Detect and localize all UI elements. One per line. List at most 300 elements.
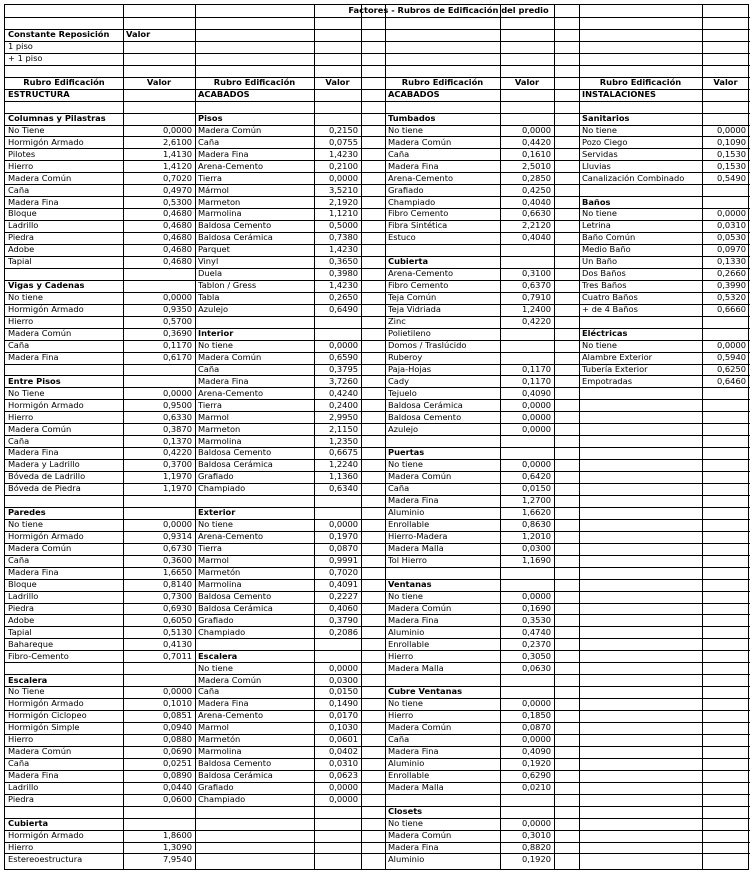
rubro-name: Duela	[198, 268, 223, 279]
rubro-name: Teja Vidriada	[388, 304, 442, 315]
rubro-value: 1,4130	[162, 148, 192, 159]
rubro-name: Grafiado	[198, 471, 234, 482]
rubro-value: 2,5010	[521, 160, 551, 171]
rubro-name: No tiene	[582, 124, 617, 135]
rubro-value: 0,0890	[162, 770, 192, 781]
rubro-value: 0,0690	[162, 746, 192, 757]
rubro-value: 0,6050	[162, 614, 192, 625]
rubro-value: 0,2400	[328, 399, 358, 410]
rubro-value: 0,4220	[162, 447, 192, 458]
rubro-value: 0,0000	[328, 794, 358, 804]
rubro-name: Azulejo	[198, 304, 229, 315]
rubro-name: Baldosa Cemento	[388, 411, 462, 422]
rubro-name: Piedra	[8, 794, 34, 804]
group-title: Escalera	[8, 674, 48, 685]
rubro-name: Hormigón Armado	[8, 829, 84, 840]
rubro-value: 0,5940	[716, 351, 746, 362]
group-title: Puertas	[388, 447, 425, 458]
rubro-name: Madera Fina	[198, 375, 249, 386]
rubro-value: 0,3980	[328, 268, 358, 279]
rubro-value: 0,3010	[521, 829, 551, 840]
rubro-value: 0,6290	[521, 770, 551, 781]
rubro-value: 0,0000	[521, 590, 551, 601]
rubro-value: 2,1150	[328, 423, 358, 434]
rubro-name: Tierra	[198, 543, 222, 554]
rubro-value: 0,8820	[521, 841, 551, 852]
rubro-value: 0,1330	[716, 256, 746, 267]
rubro-value: 0,9500	[162, 399, 192, 410]
rubro-value: 0,0630	[521, 662, 551, 673]
rubro-name: Caña	[198, 363, 220, 374]
rubro-value	[503, 328, 551, 340]
rubro-value: 0,6170	[162, 351, 192, 362]
rubro-name: Madera Común	[8, 746, 72, 757]
rubro-name: Cuatro Baños	[582, 292, 638, 303]
rubro-value: 0,0300	[328, 674, 358, 685]
rubro-name: No tiene	[8, 292, 43, 303]
rubro-value: 1,2350	[328, 435, 358, 446]
rubro-value: 0,5700	[162, 316, 192, 326]
rubro-name: Madera Malla	[388, 782, 444, 793]
rubro-value: 0,4680	[162, 256, 192, 267]
rubro-name: Caña	[388, 734, 410, 745]
rubro-value: 0,0970	[716, 244, 746, 255]
rubro-value: 0,3530	[521, 614, 551, 625]
factors-sheet	[4, 4, 749, 870]
rubro-name: Madera Malla	[388, 662, 444, 673]
rubro-name: No tiene	[388, 698, 423, 709]
rubro-name: Hormigón Armado	[8, 399, 84, 410]
rubro-value: 0,2227	[328, 590, 358, 601]
rubro-name: Bóveda de Ladrillo	[8, 471, 86, 482]
rubro-value: 0,0210	[521, 782, 551, 793]
rubro-value: 0,0000	[521, 817, 551, 828]
rubro-name: Grafiado	[198, 782, 234, 793]
column-divider	[500, 5, 501, 869]
rubro-name: Caña	[388, 483, 410, 494]
rubro-value: 0,5490	[716, 172, 746, 183]
rubro-value: 0,0600	[162, 794, 192, 804]
rubro-value: 1,4230	[328, 148, 358, 159]
column-divider	[123, 5, 124, 869]
rubro-name: Arena-Cemento	[388, 268, 454, 279]
rubro-name: No Tiene	[8, 387, 45, 398]
rubro-value: 0,1170	[521, 363, 551, 374]
rubro-name: Madera Común	[8, 327, 72, 338]
rubro-name: Marmol	[198, 722, 229, 733]
rubro-value: 2,6100	[162, 136, 192, 147]
rubro-value: 0,1610	[521, 148, 551, 159]
rubro-name: Caña	[8, 435, 30, 446]
group-title: Baños	[582, 196, 611, 207]
rubro-value: 1,1690	[521, 555, 551, 565]
rubro-value	[503, 352, 551, 364]
rubro-value: 0,2086	[328, 626, 358, 637]
rubro-name: Madera Común	[198, 124, 262, 135]
rubro-name: Madera Fina	[8, 196, 59, 207]
rubro-name: Hierro	[8, 411, 34, 422]
rubro-name: Grafiado	[388, 184, 424, 195]
rubro-value: 0,4680	[162, 220, 192, 231]
rubro-name: Hormigón Armado	[8, 698, 84, 709]
rubro-value: 0,3790	[328, 614, 358, 625]
rubro-name: Madera Fina	[8, 770, 59, 781]
rubro-name: No tiene	[388, 124, 423, 135]
group-title: Columnas y Pilastras	[8, 112, 106, 123]
rubro-name: Caña	[198, 136, 220, 147]
rubro-value: 0,0310	[328, 758, 358, 769]
rubro-name: Arena-Cemento	[198, 531, 264, 542]
rubro-value: 0,3795	[328, 363, 358, 374]
rubro-name: Baldosa Cerámica	[198, 232, 273, 243]
rubro-name: Marmol	[198, 555, 229, 565]
rubro-value: 0,3650	[328, 256, 358, 267]
rubro-value: 0,0000	[328, 339, 358, 350]
rubro-name: Bloque	[8, 208, 37, 219]
rubro-value: 0,0000	[716, 124, 746, 135]
rubro-value: 1,6620	[521, 507, 551, 518]
rubro-name: Champiado	[198, 483, 246, 494]
rubro-name: Aluminio	[388, 853, 425, 864]
rubro-name: Pozo Ciego	[582, 136, 628, 147]
column-divider	[385, 5, 386, 869]
rubro-name: Caña	[198, 686, 220, 697]
rubro-value: 0,1530	[716, 160, 746, 171]
rubro-value: 0,4090	[521, 387, 551, 398]
rubro-value: 0,6730	[162, 543, 192, 554]
rubro-name: Ladrillo	[8, 590, 39, 601]
rubro-name: Hierro	[8, 734, 34, 745]
rubro-value: 0,4130	[162, 638, 192, 649]
rubro-value: 0,4680	[162, 232, 192, 243]
rubro-name: Madera Común	[8, 423, 72, 434]
rubro-name: No tiene	[582, 339, 617, 350]
rubro-value: 7,9540	[162, 853, 192, 864]
group-title: Sanitarios	[582, 112, 630, 123]
rubro-value: 0,1010	[162, 698, 192, 709]
rubro-name: Madera Malla	[388, 543, 444, 554]
rubro-name: Madera Común	[8, 172, 72, 183]
rubro-value: 0,2850	[521, 172, 551, 183]
rubro-value: 0,0000	[521, 124, 551, 135]
rubro-value: 0,6420	[521, 471, 551, 482]
rubro-value: 0,4420	[521, 136, 551, 147]
rubro-value: 0,2100	[328, 160, 358, 171]
rubro-name: Piedra	[8, 232, 34, 243]
rubro-value: 3,5210	[328, 184, 358, 195]
rubro-name: No tiene	[582, 208, 617, 219]
rubro-value: 0,5320	[716, 292, 746, 303]
rubro-value: 0,0623	[328, 770, 358, 781]
rubro-value: 0,0000	[328, 662, 358, 673]
rubro-name: Hormigón Armado	[8, 531, 84, 542]
rubro-value: 0,1370	[162, 435, 192, 446]
rubro-value: 0,1490	[328, 698, 358, 709]
rubro-name: Madera Fina	[388, 495, 439, 506]
rubro-value: 0,2650	[328, 292, 358, 303]
rubro-value: 0,0601	[328, 734, 358, 745]
constante-row: + 1 piso	[8, 53, 43, 64]
rubro-value: 1,1360	[328, 471, 358, 482]
rubro-value: 0,4740	[521, 626, 551, 637]
rubro-name: Baldosa Cemento	[198, 220, 272, 231]
group-title: Cubre Ventanas	[388, 686, 463, 697]
rubro-name: Aluminio	[388, 758, 425, 769]
rubro-name: Tierra	[198, 399, 222, 410]
rubro-name: Hormigón Ciclopeo	[8, 710, 87, 721]
rubro-value: 0,6340	[328, 483, 358, 494]
rubro-name: + de 4 Baños	[582, 304, 638, 315]
rubro-value: 0,8630	[521, 519, 551, 530]
rubro-value: 0,0000	[521, 399, 551, 410]
rubro-value: 0,0000	[162, 519, 192, 530]
rubro-value: 0,3990	[716, 280, 746, 291]
rubro-name: Madera Fina	[388, 614, 439, 625]
rubro-name: Hormigón Simple	[8, 722, 80, 733]
rubro-value: 0,0870	[328, 543, 358, 554]
rubro-name: Azulejo	[388, 423, 419, 434]
rubro-name: Piedra	[8, 602, 34, 613]
rubro-name: Estuco	[388, 232, 416, 243]
rubro-name: Dos Baños	[582, 268, 626, 279]
rubro-name: Vinyl	[198, 256, 219, 267]
rubro-name: Madera Común	[198, 674, 262, 685]
section-title: ACABADOS	[198, 88, 250, 99]
rubro-name: Madera y Ladrillo	[8, 459, 80, 470]
rubro-value: 0,0880	[162, 734, 192, 745]
rubro-name: Madera Común	[388, 722, 452, 733]
rubro-value: 0,0310	[716, 220, 746, 231]
rubro-value: 0,6250	[716, 363, 746, 374]
rubro-name: Champiado	[388, 196, 436, 207]
rubro-value: 0,9991	[328, 555, 358, 565]
constante-header: Constante Reposición	[8, 29, 110, 40]
rubro-name: Arena-Cemento	[388, 172, 454, 183]
rubro-value: 0,0851	[162, 710, 192, 721]
rubro-value: 0,4220	[521, 316, 551, 326]
rubro-value: 0,0000	[716, 208, 746, 219]
column-divider	[554, 5, 555, 869]
rubro-name: Marmetón	[198, 734, 241, 745]
rubro-name: Baldosa Cerámica	[198, 459, 273, 470]
rubro-name: Marmeton	[198, 196, 241, 207]
rubro-name: Fibro Cemento	[388, 280, 449, 291]
rubro-name: Ruberoy	[388, 351, 423, 362]
rubro-name: Polietileno	[388, 327, 431, 338]
rubro-name: Adobe	[8, 244, 35, 255]
rubro-name: Alambre Exterior	[582, 351, 653, 362]
rubro-value: 0,0000	[521, 459, 551, 470]
rubro-name: Ladrillo	[8, 220, 39, 231]
rubro-value: 0,0940	[162, 722, 192, 733]
rubro-value: 0,0000	[162, 387, 192, 398]
rubro-name: Arena-Cemento	[198, 160, 264, 171]
rubro-name: Fibra Sintética	[388, 220, 448, 231]
rubro-name: Mármol	[198, 184, 229, 195]
rubro-name: Hierro	[388, 650, 414, 661]
rubro-value: 0,4680	[162, 208, 192, 219]
rubro-name: Tejuelo	[388, 387, 417, 398]
rubro-name: Estereoestructura	[8, 853, 83, 864]
group-title: Closets	[388, 805, 423, 816]
rubro-name: Caña	[8, 184, 30, 195]
rubro-name: Fibro Cemento	[388, 208, 449, 219]
rubro-value: 1,2240	[328, 459, 358, 470]
rubro-name: Hierro-Madera	[388, 531, 448, 542]
rubro-value: 0,1920	[521, 853, 551, 864]
rubro-name: Tapial	[8, 256, 32, 267]
rubro-name: Madera Fina	[198, 148, 249, 159]
rubro-value: 0,8140	[162, 578, 192, 589]
rubro-name: No tiene	[198, 662, 233, 673]
rubro-value: 0,0000	[521, 423, 551, 434]
rubro-value: 0,5300	[162, 196, 192, 207]
rubro-value: 1,2700	[521, 495, 551, 506]
rubro-value: 0,3100	[521, 268, 551, 279]
valor-header: Valor	[713, 77, 738, 87]
rubro-value: 0,0000	[162, 686, 192, 697]
group-title: Ventanas	[388, 578, 432, 589]
rubro-value: 0,1170	[162, 339, 192, 350]
rubro-name: Tabla	[198, 292, 220, 303]
rubro-name: Adobe	[8, 614, 35, 625]
rubro-value: 0,0000	[521, 734, 551, 745]
rubro-value: 0,0150	[521, 483, 551, 494]
rubro-value: 0,1970	[328, 531, 358, 542]
rubro-name: Madera Común	[388, 602, 452, 613]
section-title: ESTRUCTURA	[8, 88, 70, 99]
rubro-value: 0,1170	[521, 375, 551, 386]
rubro-name: Aluminio	[388, 626, 425, 637]
rubro-name: Madera Fina	[8, 351, 59, 362]
rubro-name: Aluminio	[388, 507, 425, 518]
rubro-value: 0,0000	[328, 519, 358, 530]
rubro-name: Enrollable	[388, 770, 430, 781]
column-header: Rubro Edificación	[401, 77, 484, 87]
rubro-value: 0,7380	[328, 232, 358, 243]
column-header: Rubro Edificación	[23, 77, 105, 87]
rubro-value: 0,4060	[328, 602, 358, 613]
column-divider	[314, 5, 315, 869]
rubro-value: 0,4040	[521, 196, 551, 207]
rubro-name: Bóveda de Piedra	[8, 483, 81, 494]
rubro-value: 0,0150	[328, 686, 358, 697]
rubro-value: 0,1690	[521, 602, 551, 613]
rubro-name: Hierro	[8, 841, 34, 852]
rubro-name: No tiene	[388, 590, 423, 601]
rubro-value: 0,0870	[521, 722, 551, 733]
rubro-name: Medio Baño	[582, 244, 631, 255]
valor-header: Valor	[325, 77, 350, 87]
rubro-name: Zinc	[388, 316, 406, 326]
constante-row: 1 piso	[8, 41, 33, 52]
rubro-value: 0,7910	[521, 292, 551, 303]
rubro-value: 1,1970	[162, 471, 192, 482]
rubro-name: Madera Fina	[198, 698, 249, 709]
rubro-name: No tiene	[198, 519, 233, 530]
rubro-value: 0,4970	[162, 184, 192, 195]
rubro-name: No tiene	[388, 817, 423, 828]
rubro-name: Caña	[8, 339, 30, 350]
rubro-name: Parquet	[198, 244, 230, 255]
rubro-value: 0,4240	[328, 387, 358, 398]
group-title: Cubierta	[388, 256, 429, 267]
rubro-name: Letrina	[582, 220, 611, 231]
rubro-value: 0,1090	[716, 136, 746, 147]
rubro-name: Bloque	[8, 578, 37, 589]
section-title: INSTALACIONES	[582, 88, 656, 99]
rubro-name: Baldosa Cemento	[198, 590, 272, 601]
rubro-value: 2,2120	[521, 220, 551, 231]
rubro-value: 0,3050	[521, 650, 551, 661]
rubro-value: 0,0755	[328, 136, 358, 147]
rubro-name: Ladrillo	[8, 782, 39, 793]
rubro-value: 0,4091	[328, 578, 358, 589]
rubro-value: 0,9350	[162, 304, 192, 315]
rubro-name: Marmolina	[198, 435, 242, 446]
rubro-name: Madera Común	[388, 471, 452, 482]
rubro-value: 0,7020	[328, 566, 358, 577]
rubro-value: 0,3870	[162, 423, 192, 434]
rubro-name: Tol Hierro	[388, 555, 427, 565]
group-title: Eléctricas	[582, 327, 628, 338]
rubro-name: Hierro	[388, 710, 414, 721]
rubro-value: 0,4040	[521, 232, 551, 243]
group-title: Escalera	[198, 650, 238, 661]
rubro-value: 0,3700	[162, 459, 192, 470]
rubro-value: 0,0000	[328, 782, 358, 793]
rubro-value: 0,0300	[521, 543, 551, 554]
rubro-value: 0,4250	[521, 184, 551, 195]
rubro-name: Servidas	[582, 148, 618, 159]
rubro-value: 0,1920	[521, 758, 551, 769]
rubro-name: Pilotes	[8, 148, 36, 159]
rubro-name: Hormigón Armado	[8, 304, 84, 315]
column-divider	[579, 5, 580, 869]
rubro-name: Baldosa Cerámica	[198, 602, 273, 613]
group-title: Interior	[198, 327, 234, 338]
rubro-value: 2,1920	[328, 196, 358, 207]
rubro-value: 0,5000	[328, 220, 358, 231]
rubro-name: Canalización Combinado	[582, 172, 685, 183]
rubro-name: Arena-Cemento	[198, 710, 264, 721]
rubro-name: Champiado	[198, 626, 246, 637]
group-title: Entre Pisos	[8, 375, 61, 386]
rubro-name: Madera Común	[198, 351, 262, 362]
rubro-name: No tiene	[388, 459, 423, 470]
rubro-value: 0,1850	[521, 710, 551, 721]
rubro-value: 0,0402	[328, 746, 358, 757]
rubro-name: Madera Fina	[388, 160, 439, 171]
rubro-value: 0,5130	[162, 626, 192, 637]
rubro-value: 0,6675	[328, 447, 358, 458]
rubro-value: 1,1210	[328, 208, 358, 219]
rubro-value: 0,0440	[162, 782, 192, 793]
rubro-name: Caña	[388, 148, 410, 159]
rubro-name: Baldosa Cemento	[198, 758, 272, 769]
rubro-value: 0,0251	[162, 758, 192, 769]
rubro-value: 0,0000	[328, 172, 358, 183]
rubro-value: 1,4230	[328, 280, 358, 291]
page-title: Factores - Rubros de Edificación del predio	[348, 5, 549, 16]
rubro-name: Marmolina	[198, 208, 242, 219]
rubro-value: 0,0530	[716, 232, 746, 243]
rubro-name: Bahareque	[8, 638, 54, 649]
rubro-value: 1,1970	[162, 483, 192, 494]
rubro-value: 0,1530	[716, 148, 746, 159]
rubro-value: 1,4230	[328, 244, 358, 255]
rubro-value: 0,6660	[716, 304, 746, 315]
